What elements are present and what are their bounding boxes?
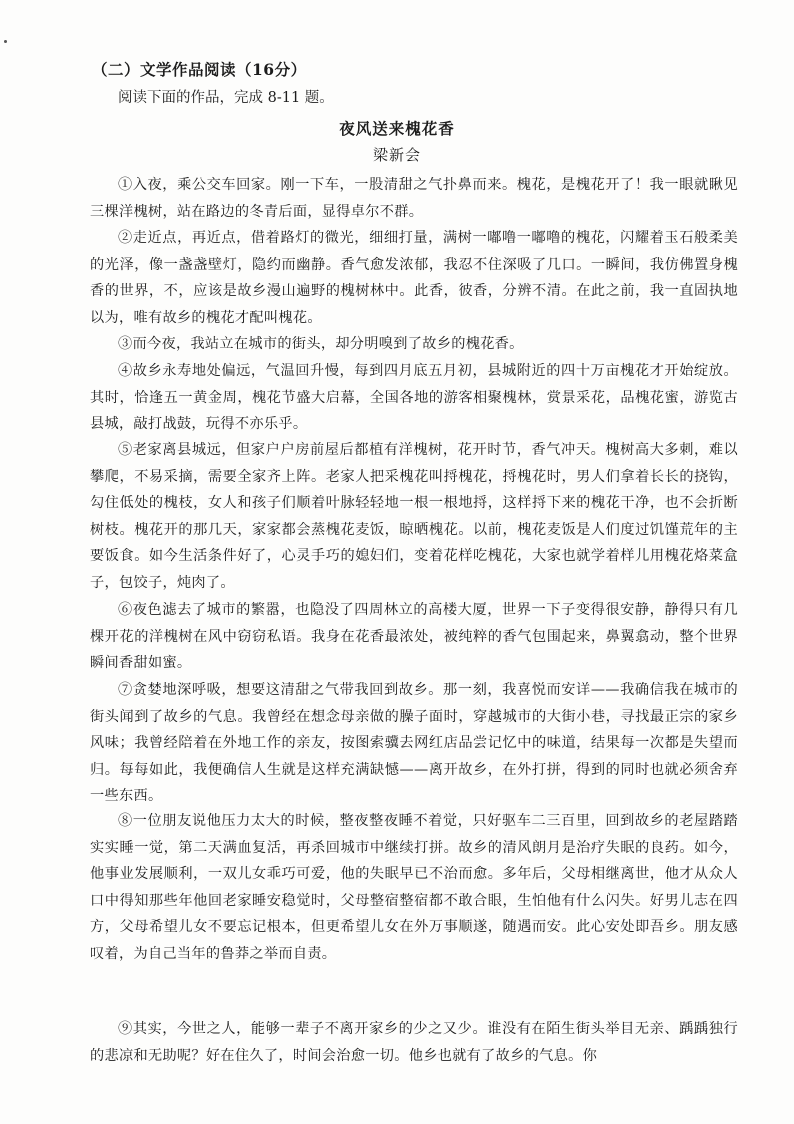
paragraph-5: ⑤老家离县城远，但家户户房前屋后都植有洋槐树，花开时节，香气冲天。槐树高大多刺，难以攀爬，不易采摘，需要全家齐上阵。老家人把采槐花叫捋槐花，捋槐花时，男人们拿着长长的挠钩，勾住低处的槐枝，女人和孩子们顺着叶脉轻轻地一根一根地捋，这样捋下来的槐花干净，也不会折断树枝。槐花开的那几天，家家都会蒸槐花麦饭，晾晒槐花。以前，槐花麦饭是人们度过饥馑荒年的主要饭食。如今生活条件好了，心灵手巧的媳妇们，变着花样吃槐花，大家也就学着样儿用槐花烙菜盒子，包饺子，炖肉了。 xyxy=(90,442,738,591)
paragraph-3: ③而今夜，我站立在城市的街头，却分明嗅到了故乡的槐花香。 xyxy=(118,336,524,352)
paragraph-7: ⑦贪婪地深呼吸，想要这清甜之气带我回到故乡。那一刻，我喜悦而安详——我确信我在城市的街头闻到了故乡的气息。我曾经在想念母亲做的臊子面时，穿越城市的大街小巷，寻找最正宗的家乡风味；我曾经陪着在外地工作的亲友，按图索骥去网红店品尝记忆中的味道，结果每一次都是失望而归。每每如此，我便确信人生就是这样充满缺憾——离开故乡，在外打拼，得到的同时也就必须舍弃一些东西。 xyxy=(90,682,738,805)
paragraph-8: ⑧一位朋友说他压力太大的时候，整夜整夜睡不着觉，只好驱车二三百里，回到故乡的老屋踏踏实实睡一觉，第二天满血复活，再杀回城市中继续打拼。故乡的清风朗月是治疗失眠的良药。如今，他事业发展顺利，一双儿女乖巧可爱，他的失眠早已不治而愈。多年后，父母相继离世，他才从众人口中得知那些年他回老家睡安稳觉时，父母整宿整宿都不敢合眼，生怕他有什么闪失。好男儿志在四方，父母希望儿女不要忘记根本，但更希望儿女在外万事顺遂，随遇而安。此心安处即吾乡。朋友感叹着，为自己当年的鲁莽之举而自责。 xyxy=(90,813,738,962)
paragraph-4: ④故乡永寿地处偏远，气温回升慢，每到四月底五月初，县城附近的四十万亩槐花才开始绽放。其时，恰逢五一黄金周，槐花节盛大启幕，全国各地的游客相聚槐林，赏景采花，品槐花蜜，游览古县城，敲打战鼓，玩得不亦乐乎。 xyxy=(90,363,738,433)
section-heading: （二）文学作品阅读（16分） xyxy=(92,60,307,79)
paragraph-1: ①入夜，乘公交车回家。刚一下车，一股清甜之气扑鼻而来。槐花，是槐花开了！我一眼就瞅见三棵洋槐树，站在路边的冬青后面，显得卓尔不群。 xyxy=(90,177,738,220)
paragraph-2: ②走近点，再近点，借着路灯的微光，细细打量，满树一嘟噜一嘟噜的槐花，闪耀着玉石般柔美的光泽，像一盏盏壁灯，隐约而幽静。香气愈发浓郁，我忍不住深吸了几口。一瞬间，我仿佛置身槐香的世界，不，应该是故乡漫山遍野的槐树林中。此香，彼香，分辨不清。在此之前，我一直固执地以为，唯有故乡的槐花才配叫槐花。 xyxy=(90,230,738,326)
paragraph-9: ⑨其实，今世之人，能够一辈子不离开家乡的少之又少。谁没有在陌生街头举目无亲、踽踽独行的悲凉和无助呢？好在住久了，时间会治愈一切。他乡也就有了故乡的气息。你 xyxy=(90,1021,738,1064)
article-title: 夜风送来槐花香 xyxy=(339,119,455,138)
article-author: 梁新会 xyxy=(372,146,421,164)
reading-instruction: 阅读下面的作品，完成 8-11 题。 xyxy=(118,90,334,106)
paragraph-6: ⑥夜色滤去了城市的繁嚣，也隐没了四周林立的高楼大厦，世界一下子变得很安静，静得只有几棵开花的洋槐树在风中窃窃私语。我身在花香最浓处，被纯粹的香气包围起来，鼻翼翕动，整个世界瞬间香甜如蜜。 xyxy=(90,602,738,672)
scan-speck xyxy=(4,40,7,43)
